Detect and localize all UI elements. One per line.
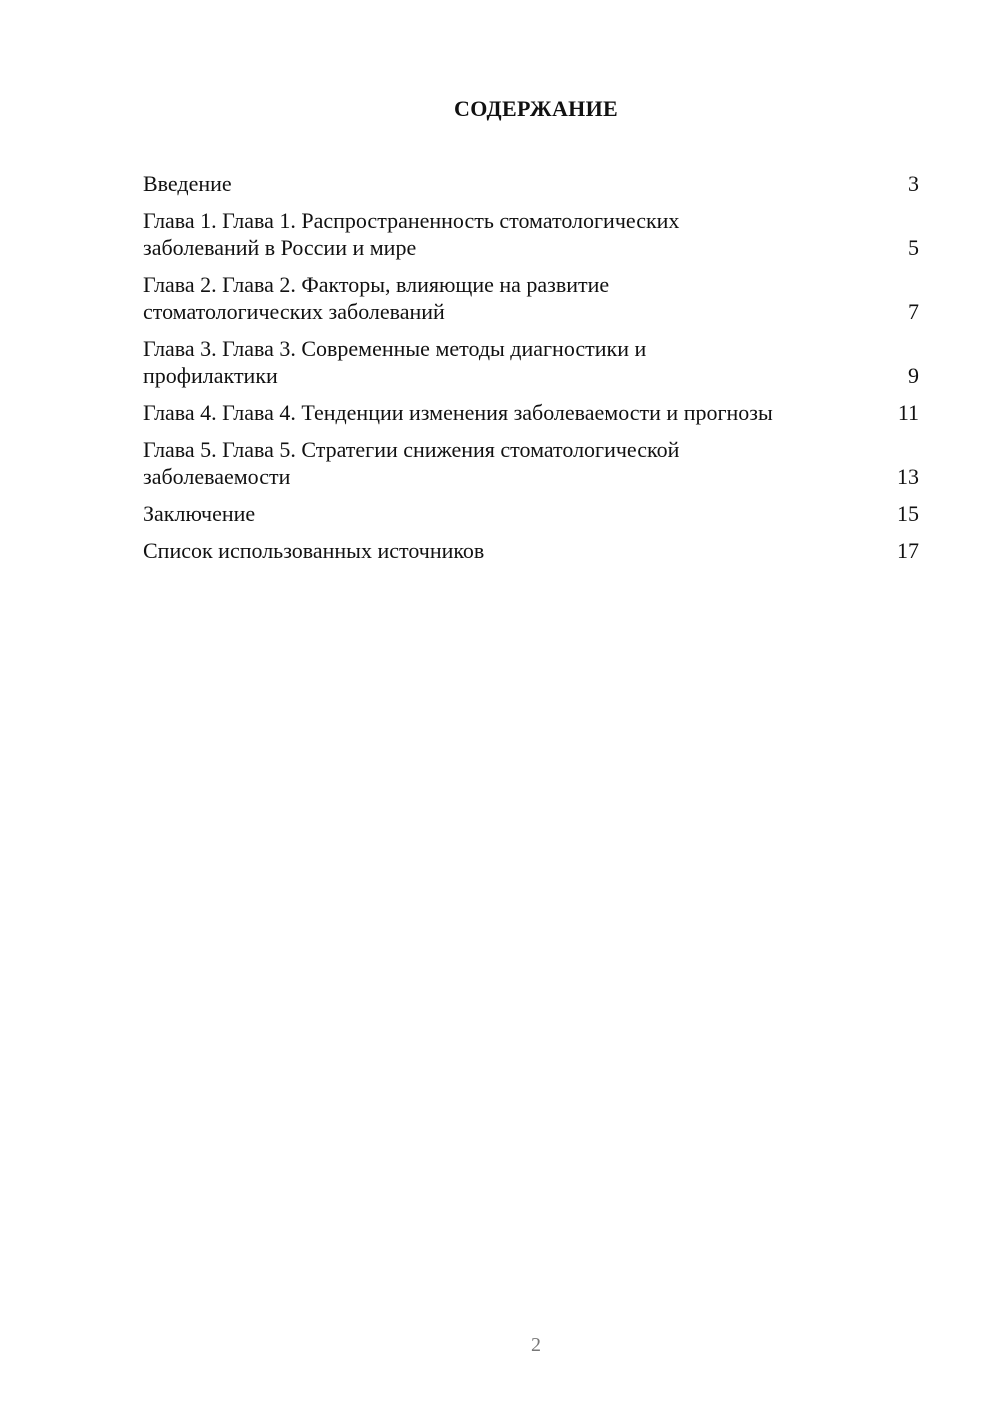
toc-entry-references <box>143 537 919 564</box>
toc-entry-page: 13 <box>897 464 919 489</box>
toc-entry-title: Список использованных источников <box>143 538 485 563</box>
toc-entry-title: Глава 4. Глава 4. Тенденции изменения заболеваемости и прогнозы <box>143 400 773 425</box>
toc-entry-chapter-4 <box>143 399 919 426</box>
toc-entry-title: Глава 1. Глава 1. Распространенность стоматологических заболеваний в России и мире <box>143 208 680 260</box>
toc-entry-chapter-2 <box>143 271 919 325</box>
toc-entry-page: 15 <box>897 501 919 526</box>
toc-entry-page: 7 <box>908 299 919 324</box>
table-of-contents <box>143 170 919 574</box>
toc-entry-title: Глава 2. Глава 2. Факторы, влияющие на развитие стоматологических заболеваний <box>143 272 610 324</box>
toc-entry-introduction <box>143 170 919 197</box>
toc-entry-conclusion <box>143 500 919 527</box>
toc-entry-chapter-5 <box>143 436 919 490</box>
toc-entry-title: Глава 5. Глава 5. Стратегии снижения стоматологической заболеваемости <box>143 437 680 489</box>
page-number: 2 <box>531 1334 541 1356</box>
toc-entry-page: 11 <box>897 400 919 425</box>
toc-entry-title: Введение <box>143 171 232 196</box>
toc-entry-title: Глава 3. Глава 3. Современные методы диагностики и профилактики <box>143 336 647 388</box>
toc-entry-page: 3 <box>908 171 919 196</box>
toc-entry-chapter-3 <box>143 335 919 389</box>
toc-entry-title: Заключение <box>143 501 256 526</box>
toc-entry-page: 17 <box>897 538 919 563</box>
toc-entry-chapter-1 <box>143 207 919 261</box>
page-title: СОДЕРЖАНИЕ <box>454 96 618 121</box>
toc-entry-page: 9 <box>908 363 919 388</box>
toc-entry-page: 5 <box>908 235 919 260</box>
